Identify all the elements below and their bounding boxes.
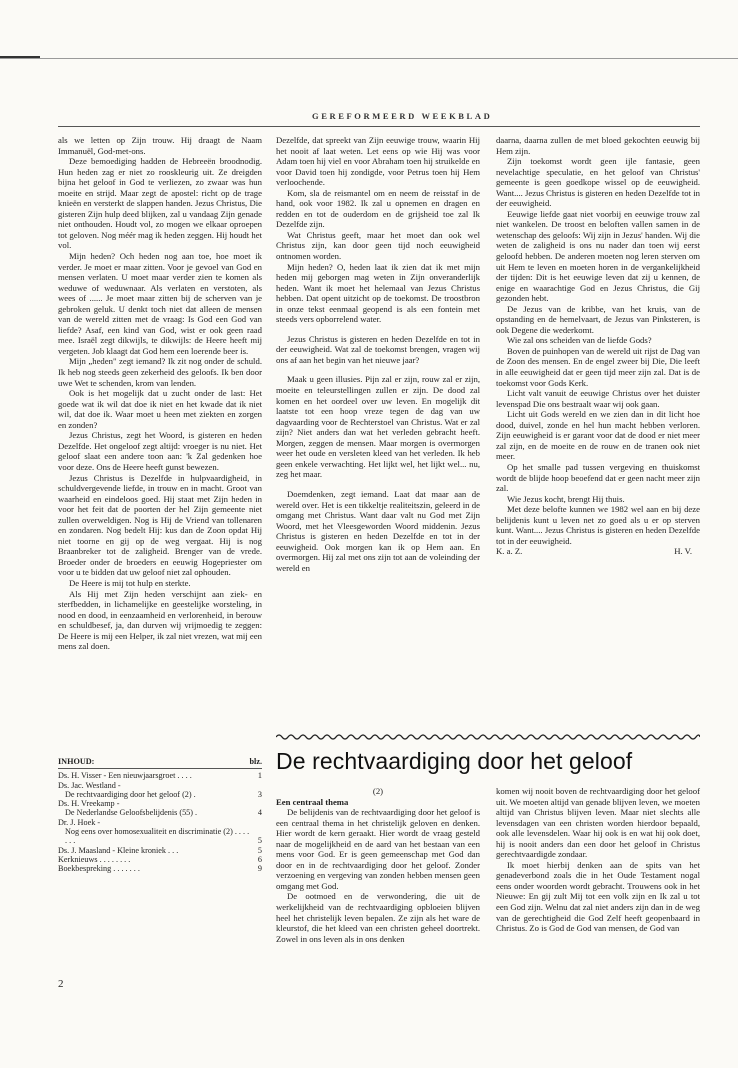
toc-page — [252, 799, 262, 808]
paragraph: Jezus Christus, zegt het Woord, is gisteren en heden Dezelfde. Het ongeloof zegt altijd: vroeger is nu niet. Het geloof slaat een andere toon aan: 'k Zal gedenken hoe voor deze. Ons de Heere heeft gunst bewezen. — [58, 430, 262, 472]
paragraph: Wie Jezus kocht, brengt Hij thuis. — [507, 493, 625, 504]
paragraph: Mijn heden? Och heden nog aan toe, hoe moet ik verder. Je moet er maar zitten. Voor je gevoel van God en mensen verlaten. U moet maar verder zien te komen als weduwe of weduwnaar. Als verlaten en verstoten, als wees of ...... Je moet maar zitten bij de scherven van je gebroken geluk. U denkt toch niet dat alleen de mensen van de wereld zitten met de vraag: Is God een God van liefde? Asaf, een kind van God, wist er ook geen raad mee. Israël zegt dikwijls, te dikwijls: de Heere heeft mij vergeten. Job klaagt dat God hem een loerende beer is. — [58, 251, 262, 356]
paragraph: Zijn toekomst wordt geen ijle fantasie, geen nevelachtige speculatie, en het geloof van Christus' gemeente is geen goedkope wissel op de eeuwigheid. Want.... Jezus Christus is gisteren en heden Dezelfde tot in der eeuwigheid. — [496, 156, 700, 209]
toc-entry: De rechtvaardiging door het geloof (2) . — [65, 789, 196, 799]
paragraph: Als Hij met Zijn heden verschijnt aan ziek- en sterfbedden, in lichamelijke en geestelijke worsteling, in nood en dood, in eenzaamheid en verlorenheid, in berouw en schuldbesef, ja, dan durven wij vrijmoedig te zeggen: De Heere is mij een Helper, ik zal niet vrezen, wat mij een mens zal doen. — [58, 588, 262, 652]
toc-entry: Kerknieuws . . . . . . . . — [58, 854, 131, 864]
paragraph: Op het smalle pad tussen vergeving en thuiskomst wordt de blijde hoop beoefend dat er geen nacht meer zijn zal. — [496, 461, 700, 494]
toc-page: 1 — [257, 771, 262, 781]
toc-entry: Ds. H. Visser - Een nieuwjaarsgroet . . . . — [58, 771, 192, 781]
paragraph: De ootmoed en de verwondering, die uit de werkelijkheid van de rechtvaardiging opbloeien blijven heel het christelijk leven bepalen. Ze zijn als het ware de kleurstof, die het kleed van een christen geheel doortrekt. Zowel in ons leven als in ons denken — [276, 891, 480, 944]
paragraph: Kom, sla de reismantel om en neem de reisstaf in de hand, ook voor 1982. Ik zal u opnemen en dragen en redden en tot de ouderdom en de grijsheid toe zal Ik Dezelfde zijn. — [276, 187, 480, 230]
toc-row — [58, 790, 262, 799]
toc-page: 9 — [257, 864, 262, 874]
paragraph: Met deze belofte kunnen we 1982 wel aan en bij deze belijdenis kunt u leven net zo goed als u er op sterven kunt. Want.... Jezus Christus is gisteren en heden Dezelfde tot in der eeuwigheid. — [496, 504, 700, 546]
toc-row — [58, 827, 262, 846]
paragraph: Mijn „heden" zegt iemand? Ik zit nog onder de schuld. Ik heb nog steeds geen zekerheid des geloofs. Ik ben door uwe Wet te schenden, krom van lenden. — [58, 356, 262, 388]
toc-page: 3 — [257, 789, 262, 799]
toc-row — [58, 846, 262, 855]
column-4 — [276, 786, 480, 944]
scan-line — [0, 58, 738, 59]
toc-page — [252, 781, 262, 790]
paragraph: Doemdenken, zegt iemand. Laat dat maar aan de wereld over. Het is een tikkeltje realiteitszin, geleerd in de omgang met Christus. Want daar valt nu God met Zijn Woord, met het Vleesgeworden Woord middenin. Jezus Christus is gisteren en heden Dezelfde en tot in der eeuwigheid. Ook morgen kan ik op Hem aan. En overmorgen. Hij zal met ons zijn tot aan de voleinding der wereld en — [276, 488, 480, 573]
toc-entry: Boekbespreking . . . . . . . — [58, 864, 140, 874]
toc-page: 5 — [257, 836, 262, 846]
page-number: 2 — [58, 978, 64, 990]
toc-entry: De Nederlandse Geloofsbelijdenis (55) . — [65, 808, 198, 818]
toc-header — [58, 757, 262, 766]
paragraph: Wie zal ons scheiden van de liefde Gods? — [507, 335, 652, 346]
header-rule — [58, 126, 700, 127]
toc-row — [58, 781, 262, 790]
running-header: GEREFORMEERD WEEKBLAD — [312, 111, 493, 121]
paragraph: Boven de puinhopen van de wereld uit rijst de Dag van de Zoon des mensen. En de engel zweer bij Die, Die leeft in alle eeuwigheid dat er geen tijd meer zijn zal. Dat is de toekomst voor Gods Kerk. — [496, 345, 700, 388]
toc-page-label: blz. — [249, 757, 262, 766]
column-1 — [58, 135, 262, 652]
table-of-contents — [58, 757, 262, 874]
toc-page: 4 — [257, 808, 262, 818]
article-part: (2) — [372, 786, 384, 796]
paragraph: Mijn heden? O, heden laat ik zien dat ik met mijn heden mij geborgen mag weten in Zijn onveranderlijk heden. Want ik moet het helemaal van Jezus Christus hebben. Dat opent uitzicht op de toekomst. De troostbron in onze tekst eenmaal geopend is als een fontein met steeds vers opborrelend water. — [276, 261, 480, 325]
toc-page — [252, 818, 262, 827]
subheading: Een centraal thema — [276, 796, 349, 807]
paragraph: De belijdenis van de rechtvaardiging door het geloof is een centraal thema in het christelijk geloven en denken. Hier wordt de kern geraakt. Hier wordt de vraag gesteld naar de mogelijkheid en de aard van het bestaan van een mens voor God. Er is geen gemeenschap met God dan door en in de rechtvaardiging door het geloof. Zonder verzoening en vergeving van zonden hebben mensen geen omgang met God. — [276, 807, 480, 891]
paragraph: Ik moet hierbij denken aan de spits van het genadeverbond zoals die in het Oude Testament nogal eens onder woorden wordt gebracht. Trouwens ook in het Nieuwe: En gij zult Mij tot een volk zijn en Ik zal u tot een God zijn. Welnu dat zal niet anders zijn dan in de weg van de gerechtigheid die God Zelf heeft geopenbaard in Christus. Zo is God de God van mensen, de God van — [496, 859, 700, 934]
toc-heading: INHOUD: — [58, 757, 95, 766]
paragraph: Ook is het mogelijk dat u zucht onder de last: Het goede wat ik wil dat doe ik niet en het kwade dat ik niet wil, dat doe ik. Waar moet u heen met ziekten en zorgen en zonden? — [58, 388, 262, 430]
article-title: De rechtvaardiging door het geloof — [276, 748, 633, 774]
signature-initials: K. a. Z. — [496, 546, 523, 557]
toc-page: 5 — [257, 845, 262, 855]
signature-line — [496, 546, 700, 557]
author-initials: H. V. — [674, 546, 692, 557]
paragraph: Eeuwige liefde gaat niet voorbij en eeuwige trouw zal niet wankelen. De troost en beloften vallen samen in de wetenschap des geloofs: Wij zijn in Jezus' handen. Wij die weten de zaligheid is ons nu nader dan toen wij eerst geloofd hebben. De anderen moeten nog leren sterven om uit Hem te leven en moeten horen in de vergankelijkheid der tijden: Dit is het eeuwige leven dat zij u kennen, de enige en waarachtige God en Jezus Christus, die Gij gezonden hebt. — [496, 208, 700, 304]
column-5 — [496, 786, 700, 934]
column-3 — [496, 135, 700, 557]
paragraph: Jezus Christus is gisteren en heden Dezelfde en tot in der eeuwigheid. Wat zal de toekomst brengen, vragen wij ons af aan het begin van het nieuwe jaar? — [276, 333, 480, 365]
paragraph: daarna, daarna zullen de met bloed gekochten eeuwig bij Hem zijn. — [496, 135, 700, 156]
paragraph: De Jezus van de kribbe, van het kruis, van de opstanding en de hemelvaart, de Jezus van Pinksteren, is ook Degene die wederkomt. — [496, 303, 700, 335]
toc-row — [58, 855, 262, 864]
toc-entry: Ds. H. Vreekamp - — [58, 799, 120, 809]
paragraph: Licht uit Gods wereld en we zien dan in dit licht hoe dood, duivel, zonde en hel hun macht hebben verloren. Zijn eeuwigheid is er garant voor dat de dood er niet meer zal zijn, en de moeite en de rouw en de tranen ook niet meer. — [496, 409, 700, 462]
paragraph: Jezus Christus is Dezelfde in hulpvaardigheid, in schuldvergevende liefde, in trouw en in macht. Groot van waarheid en eindeloos goed. Hij staat met Zijn heden in voor het feit dat de poorten der hel Zijn gemeente niet zullen overweldigen. Nog is Hij de Vriend van tollenaren en zondaren. Nog bedelt Hij: kus dan de Zoon opdat Hij niet toorne en gij op de weg vergaat. Hij is nog Braanbreker tot de zaligheid. Brenger van de vrede. Broeder onder de broeders en eeuwig Hogepriester om voor u te bidden dat uw geloof niet zal ophouden. — [58, 472, 262, 578]
toc-entry: Nog eens over homosexualiteit en discriminatie (2) . . . . . . . — [65, 827, 250, 846]
wavy-divider — [276, 732, 700, 742]
paragraph: Licht valt vanuit de eeuwige Christus over het duister levenspad Die ons bestraalt waar wij ook gaan. — [496, 388, 700, 409]
paragraph: Deze bemoediging hadden de Hebreeën broodnodig. Hun heden zag er niet zo rooskleurig uit. Ze dreigden bijna het geloof in God te verliezen, zo zwaar was hun moeite en strijd. Maar zegt de apostel: richt op de trage knieën en versterkt de slappen handen. Jezus Christus, Die gisteren Zijn hulp deed blijken, zal u vandaag Zijn genade niet onthouden. Houdt vol, zo mogen we elkaar oproepen tot geloven. Nog méér mag ik heden zeggen. Hij houdt het vol. — [58, 156, 262, 251]
toc-entry: Dr. J. Hoek - — [58, 817, 101, 827]
paragraph: Wat Christus geeft, maar het moet dan ook wel Christus zijn, kan door geen tijd noch eeuwigheid ontnomen worden. — [276, 229, 480, 262]
toc-row — [58, 799, 262, 808]
toc-rule — [58, 768, 262, 769]
toc-row — [58, 818, 262, 827]
paragraph: De Heere is mij tot hulp en sterkte. — [69, 577, 191, 588]
toc-entry: Ds. J. Maasland - Kleine kroniek . . . — [58, 845, 179, 855]
toc-row — [58, 771, 262, 780]
toc-entry: Ds. Jac. Westland - — [58, 780, 121, 790]
toc-row — [58, 808, 262, 817]
toc-page: 6 — [257, 854, 262, 864]
toc-row — [58, 864, 262, 873]
column-2 — [276, 135, 480, 573]
paragraph: Maak u geen illusies. Pijn zal er zijn, rouw zal er zijn, moeite en teleurstellingen zullen er zijn. De dood zal komen en het oordeel over uw leven. En mogelijk dit laatste tot een hoop vreze tegen de dag van uw dagvaarding voor de Rechterstoel van Christus. Wat er zal zijn? Niet anders dan wat het verleden gebracht heeft. Morgen, zeggen de mensen. Maar morgen is overmorgen weer het oude en versleten kleed van het verleden. Ik heb geen enkele verwachting. Het lijkt wel, het lijkt wel... nu, zeg het maar. — [276, 374, 480, 480]
paragraph: komen wij nooit boven de rechtvaardiging door het geloof uit. We moeten altijd van genade blijven leven, we moeten altijd van Christus blijven leven. Maar niet slechts alle levensdagen van een christen worden hierdoor bepaald, ook alle levensdelen. Waar hij ook is en wat hij ook doet, hij is nooit anders dan een door het geloof in Christus gerechtvaardigde zondaar. — [496, 786, 700, 860]
paragraph: Dezelfde, dat spreekt van Zijn eeuwige trouw, waarin Hij het nooit af laat weten. Let eens op wie Hij was voor Adam toen hij viel en voor Abraham toen hij struikelde en voor David toen hij zondigde, voor Petrus toen hij Hem verloochende. — [276, 135, 480, 188]
paragraph: als we letten op Zijn trouw. Hij draagt de Naam Immanuël, God-met-ons. — [58, 135, 262, 156]
